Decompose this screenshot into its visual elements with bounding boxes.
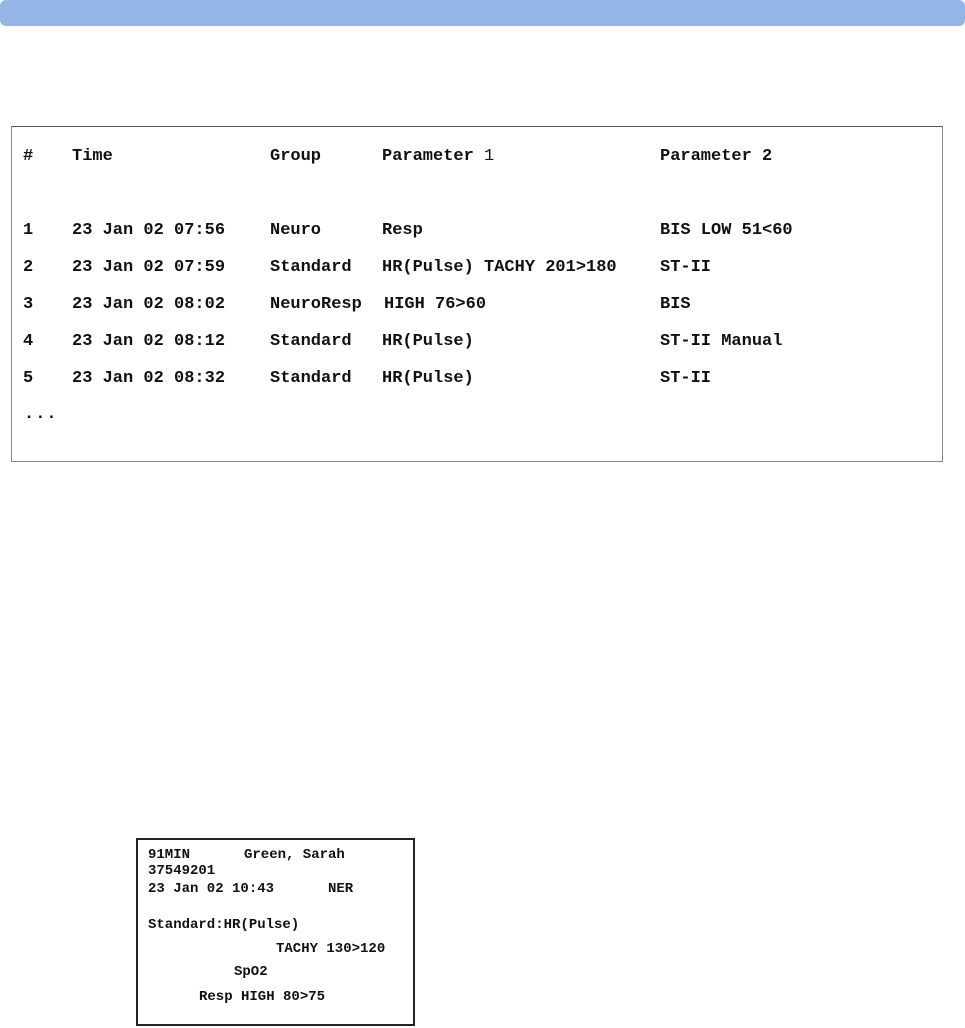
row-5-parameter-1: HR(Pulse)	[382, 369, 474, 388]
row-3-parameter-1: HIGH 76>60	[384, 295, 487, 314]
header-parameter-1-number: 1	[484, 147, 495, 166]
row-3-parameter-2: BIS	[660, 295, 691, 314]
strip-patient-id: 37549201	[148, 863, 216, 879]
row-1-parameter-2: BIS LOW 51<60	[660, 221, 793, 240]
alarm-recording-strip	[136, 838, 415, 1026]
alarm-review-table	[11, 126, 943, 462]
row-5-group: Standard	[270, 369, 352, 388]
row-4-num: 4	[23, 332, 34, 351]
row-2-group: Standard	[270, 258, 352, 277]
row-1-time: 23 Jan 02 07:56	[72, 221, 226, 240]
row-1-parameter-1: Resp	[382, 221, 423, 240]
header-parameter-2-word: Parameter	[660, 147, 752, 166]
strip-alarm-resp: Resp HIGH 80>75	[199, 989, 326, 1005]
strip-patient-name: Green, Sarah	[244, 847, 345, 863]
header-group: Group	[270, 147, 322, 166]
top-banner-bar	[0, 0, 965, 26]
strip-mode-label: NER	[328, 881, 354, 897]
header-parameter-2-number: 2	[762, 147, 773, 166]
header-time: Time	[72, 147, 113, 166]
strip-alarm-group: Standard:HR(Pulse)	[148, 917, 300, 933]
row-1-group: Neuro	[270, 221, 322, 240]
row-2-time: 23 Jan 02 07:59	[72, 258, 226, 277]
row-1-num: 1	[23, 221, 34, 240]
row-3-time: 23 Jan 02 08:02	[72, 295, 226, 314]
strip-alarm-tachy: TACHY 130>120	[276, 941, 386, 957]
header-parameter-1	[382, 147, 494, 167]
row-2-parameter-2: ST-II	[660, 258, 712, 277]
row-2-parameter-1: HR(Pulse) TACHY 201>180	[382, 258, 617, 277]
header-num: #	[23, 147, 34, 166]
row-4-parameter-1: HR(Pulse)	[382, 332, 474, 351]
strip-alarm-spo2: SpO2	[234, 964, 268, 980]
table-continuation-ellipsis: ...	[24, 405, 58, 424]
row-5-parameter-2: ST-II	[660, 369, 712, 388]
row-5-num: 5	[23, 369, 34, 388]
strip-bed-label: 91MIN	[148, 847, 191, 863]
row-5-time: 23 Jan 02 08:32	[72, 369, 226, 388]
row-3-num: 3	[23, 295, 34, 314]
strip-date-time: 23 Jan 02 10:43	[148, 881, 275, 897]
row-2-num: 2	[23, 258, 34, 277]
row-4-parameter-2: ST-II Manual	[660, 332, 783, 351]
row-3-group: NeuroResp	[270, 295, 362, 314]
row-4-time: 23 Jan 02 08:12	[72, 332, 226, 351]
header-parameter-1-word: Parameter	[382, 147, 474, 166]
row-4-group: Standard	[270, 332, 352, 351]
header-parameter-2	[660, 147, 772, 167]
